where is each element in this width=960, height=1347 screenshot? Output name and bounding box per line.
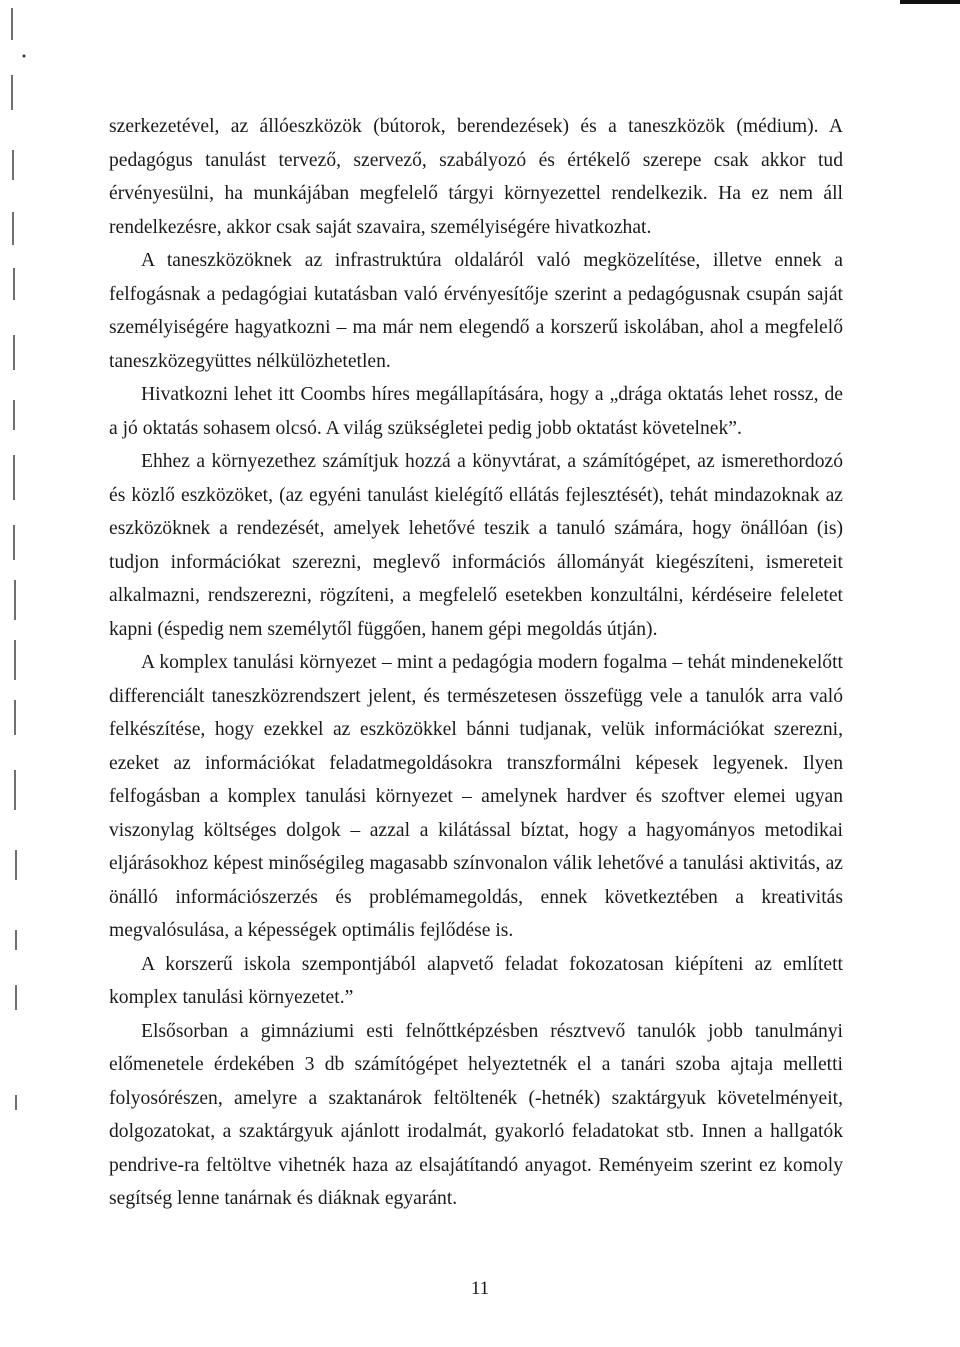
- paragraph: Elsősorban a gimnáziumi esti felnőttképzésben résztvevő tanulók jobb tanulmányi előmenetele érdekében 3 db számítógépet helyeztetnék el a tanári szoba ajtaja melletti folyosórészen, amelyre a szaktanárok feltöltenék (-hetnék) szaktárgyuk követelményeit, dolgozatokat, a szaktárgyuk ajánlott irodalmát, gyakorló feladatokat stb. Innen a hallgatók pendrive-ra feltöltve vihetnék haza az elsajátítandó anyagot. Reményeim szerint ez komoly segítség lenne tanárnak és diáknak egyaránt.: [109, 1020, 843, 1209]
- paragraph: A korszerű iskola szempontjából alapvető feladat fokozatosan kiépíteni az említett komplex tanulási környezetet.”: [109, 953, 843, 1008]
- paragraph: Hivatkozni lehet itt Coombs híres megállapítására, hogy a „drága oktatás lehet rossz, de a jó oktatás sohasem olcsó. A világ szükségletei pedig jobb oktatást követelnek”.: [109, 384, 843, 439]
- paragraph: Ehhez a környezethez számítjuk hozzá a könyvtárat, a számítógépet, az ismerethordozó és közlő eszközöket, (az egyéni tanulást kielégítő ellátás fejlesztését), tehát mindazoknak az eszközöknek a rendezését, amelyek lehetővé teszik a tanuló számára, hogy önállóan (is) tudjon információkat szerezni, meglevő információs állományát kiegészíteni, ismereteit alkalmazni, rendszerezni, rögzíteni, a megfelelő esetekben konzultálni, kérdéseire feleletet kapni (éspedig nem személytől függően, hanem gépi megoldás útján).: [109, 451, 843, 640]
- body-text: [109, 110, 843, 1216]
- paragraph: A taneszközöknek az infrastruktúra oldaláról való megközelítése, illetve ennek a felfogásnak a pedagógiai kutatásban való érvényesítője szerint a pedagógusnak csupán saját személyiségére hagyatkozni – ma már nem elegendő a korszerű iskolában, ahol a megfelelő taneszközegyüttes nélkülözhetetlen.: [109, 250, 843, 372]
- page-number: 11: [470, 1278, 490, 1299]
- scan-edge-mark: [900, 0, 960, 4]
- scan-margin-artifacts: [0, 0, 60, 1347]
- paragraph: szerkezetével, az állóeszközök (bútorok, berendezések) és a taneszközök (médium). A pedagógus tanulást tervező, szervező, szabályozó és értékelő szerepe csak akkor tud érvényesülni, ha munkájában megfelelő tárgyi környezettel rendelkezik. Ha ez nem áll rendelkezésre, akkor csak saját szavaira, személyiségére hivatkozhat.: [109, 116, 843, 238]
- paragraph: A komplex tanulási környezet – mint a pedagógia modern fogalma – tehát mindenekelőtt differenciált taneszközrendszert jelent, és természetesen összefügg vele a tanulók arra való felkészítése, hogy ezekkel az eszközökkel bánni tudjanak, velük információkat szerezni, ezeket az információkat feladatmegoldásokra transzformálni képesek legyenek. Ilyen felfogásban a komplex tanulási környezet – amelynek hardver és szoftver elemei ugyan viszonylag költséges dolgok – azzal a kilátással bíztat, hogy a hagyományos metodikai eljárásokhoz képest minőségileg magasabb színvonalon válik lehetővé a tanulási aktivitás, az önálló információszerzés és problémamegoldás, ennek következtében a kreativitás megvalósulása, a képességek optimális fejlődése is.: [109, 652, 843, 941]
